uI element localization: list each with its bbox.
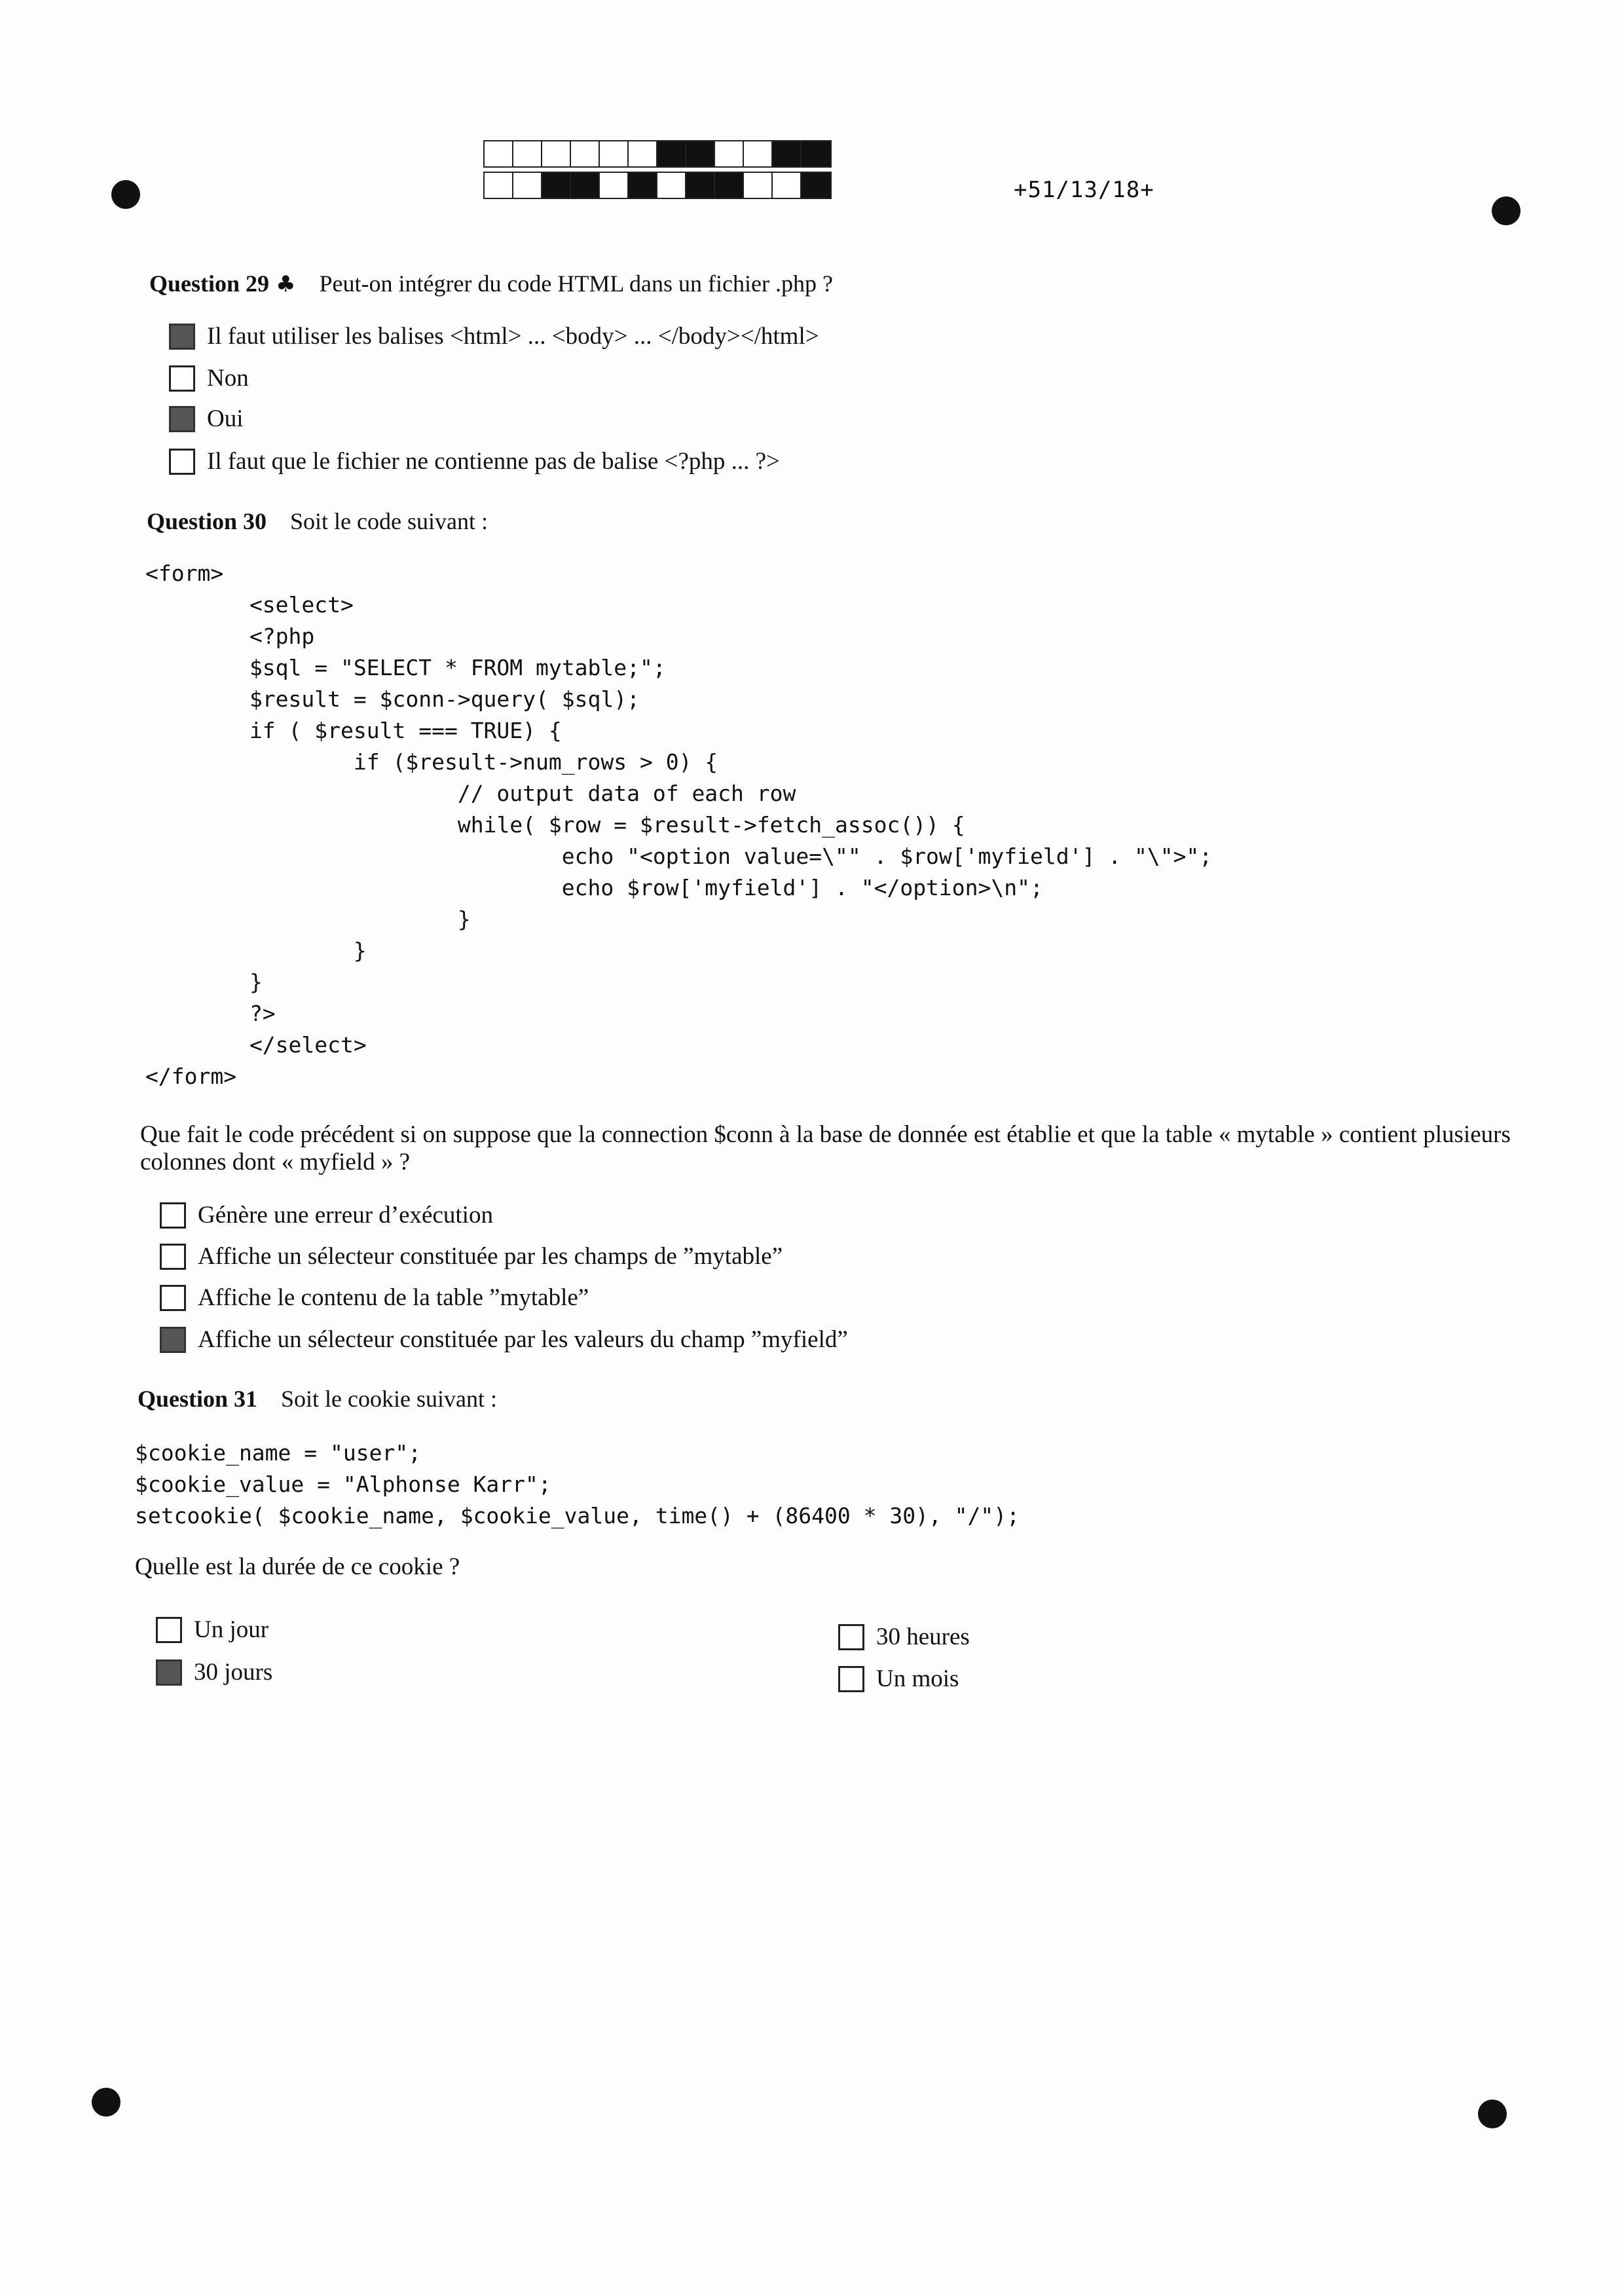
- club-icon: ♣: [276, 271, 296, 297]
- checkbox-checked[interactable]: [169, 324, 195, 350]
- option-label: Non: [207, 365, 249, 392]
- question-30-text: Soit le code suivant :: [290, 508, 488, 534]
- question-31-header: [138, 1385, 497, 1413]
- option-label: 30 heures: [876, 1623, 970, 1650]
- registration-mark-top-left: [111, 180, 140, 209]
- question-30-code: <form> <select> <?php $sql = "SELECT * FROM mytable;"; $result = $conn->query( $sql); if ( $result === TRUE) { if ($result->num_rows > 0) { // output data of each row while( $row = $result->fetch_assoc()) { echo "<option value=\"" . $row['myfield'] . "\">"; echo $row['myfield'] . "</option>\n"; } } } ?> </select> </form>: [145, 561, 1213, 1089]
- q31-option-4[interactable]: [838, 1665, 959, 1693]
- question-30-prompt: Que fait le code précédent si on suppose que la connection $conn à la base de donnée est établie et que la table « mytable » contient plusieurs colonnes dont « myfield » ?: [140, 1121, 1511, 1176]
- checkbox[interactable]: [838, 1624, 864, 1650]
- barcode-row-1: [483, 140, 832, 168]
- sheet-id: +51/13/18+: [1014, 177, 1154, 203]
- question-31-code: $cookie_name = "user"; $cookie_value = "Alphonse Karr"; setcookie( $cookie_name, $cookie_value, time() + (86400 * 30), "/");: [135, 1440, 1020, 1528]
- q30-option-1[interactable]: [160, 1201, 493, 1229]
- option-label: Il faut que le fichier ne contienne pas de balise <?php ... ?>: [207, 448, 780, 475]
- question-29-number: Question 29: [149, 270, 270, 297]
- q30-option-3[interactable]: [160, 1284, 589, 1312]
- registration-mark-bottom-left: [92, 2088, 120, 2117]
- checkbox[interactable]: [160, 1202, 186, 1229]
- option-label: Génère une erreur d’exécution: [198, 1202, 493, 1229]
- q29-option-3[interactable]: [169, 405, 244, 433]
- question-30-header: [147, 508, 488, 535]
- q31-option-1[interactable]: [156, 1616, 268, 1644]
- q29-option-2[interactable]: [169, 364, 249, 392]
- option-label: 30 jours: [194, 1659, 273, 1686]
- checkbox[interactable]: [169, 449, 195, 475]
- checkbox[interactable]: [156, 1617, 182, 1643]
- option-label: Affiche un sélecteur constituée par les champs de ”mytable”: [198, 1243, 783, 1270]
- option-label: Un jour: [194, 1616, 269, 1643]
- question-31-number: Question 31: [138, 1386, 258, 1412]
- q30-option-2[interactable]: [160, 1242, 783, 1270]
- question-31-text: Soit le cookie suivant :: [281, 1386, 497, 1412]
- option-label: Affiche un sélecteur constituée par les valeurs du champ ”myfield”: [198, 1326, 848, 1353]
- registration-mark-bottom-right: [1478, 2100, 1507, 2128]
- question-29-text: Peut-on intégrer du code HTML dans un fichier .php ?: [319, 270, 833, 297]
- q31-option-2[interactable]: [156, 1658, 272, 1686]
- option-label: Il faut utiliser les balises <html> ... <body> ... </body></html>: [207, 323, 819, 350]
- q29-option-4[interactable]: [169, 447, 780, 475]
- question-30-number: Question 30: [147, 508, 267, 534]
- option-label: Oui: [207, 405, 244, 432]
- q29-option-1[interactable]: [169, 322, 819, 350]
- checkbox[interactable]: [169, 365, 195, 392]
- option-label: Un mois: [876, 1665, 959, 1692]
- checkbox[interactable]: [160, 1285, 186, 1311]
- checkbox[interactable]: [160, 1244, 186, 1270]
- checkbox-checked[interactable]: [160, 1327, 186, 1353]
- q31-option-3[interactable]: [838, 1623, 970, 1651]
- question-31-prompt: Quelle est la durée de ce cookie ?: [135, 1553, 460, 1580]
- option-label: Affiche le contenu de la table ”mytable”: [198, 1284, 589, 1311]
- q30-option-4[interactable]: [160, 1325, 848, 1354]
- checkbox-checked[interactable]: [169, 406, 195, 432]
- question-29-header: [149, 270, 833, 297]
- checkbox[interactable]: [838, 1666, 864, 1692]
- registration-mark-top-right: [1492, 196, 1521, 225]
- barcode-row-2: [483, 172, 832, 199]
- checkbox-checked[interactable]: [156, 1659, 182, 1686]
